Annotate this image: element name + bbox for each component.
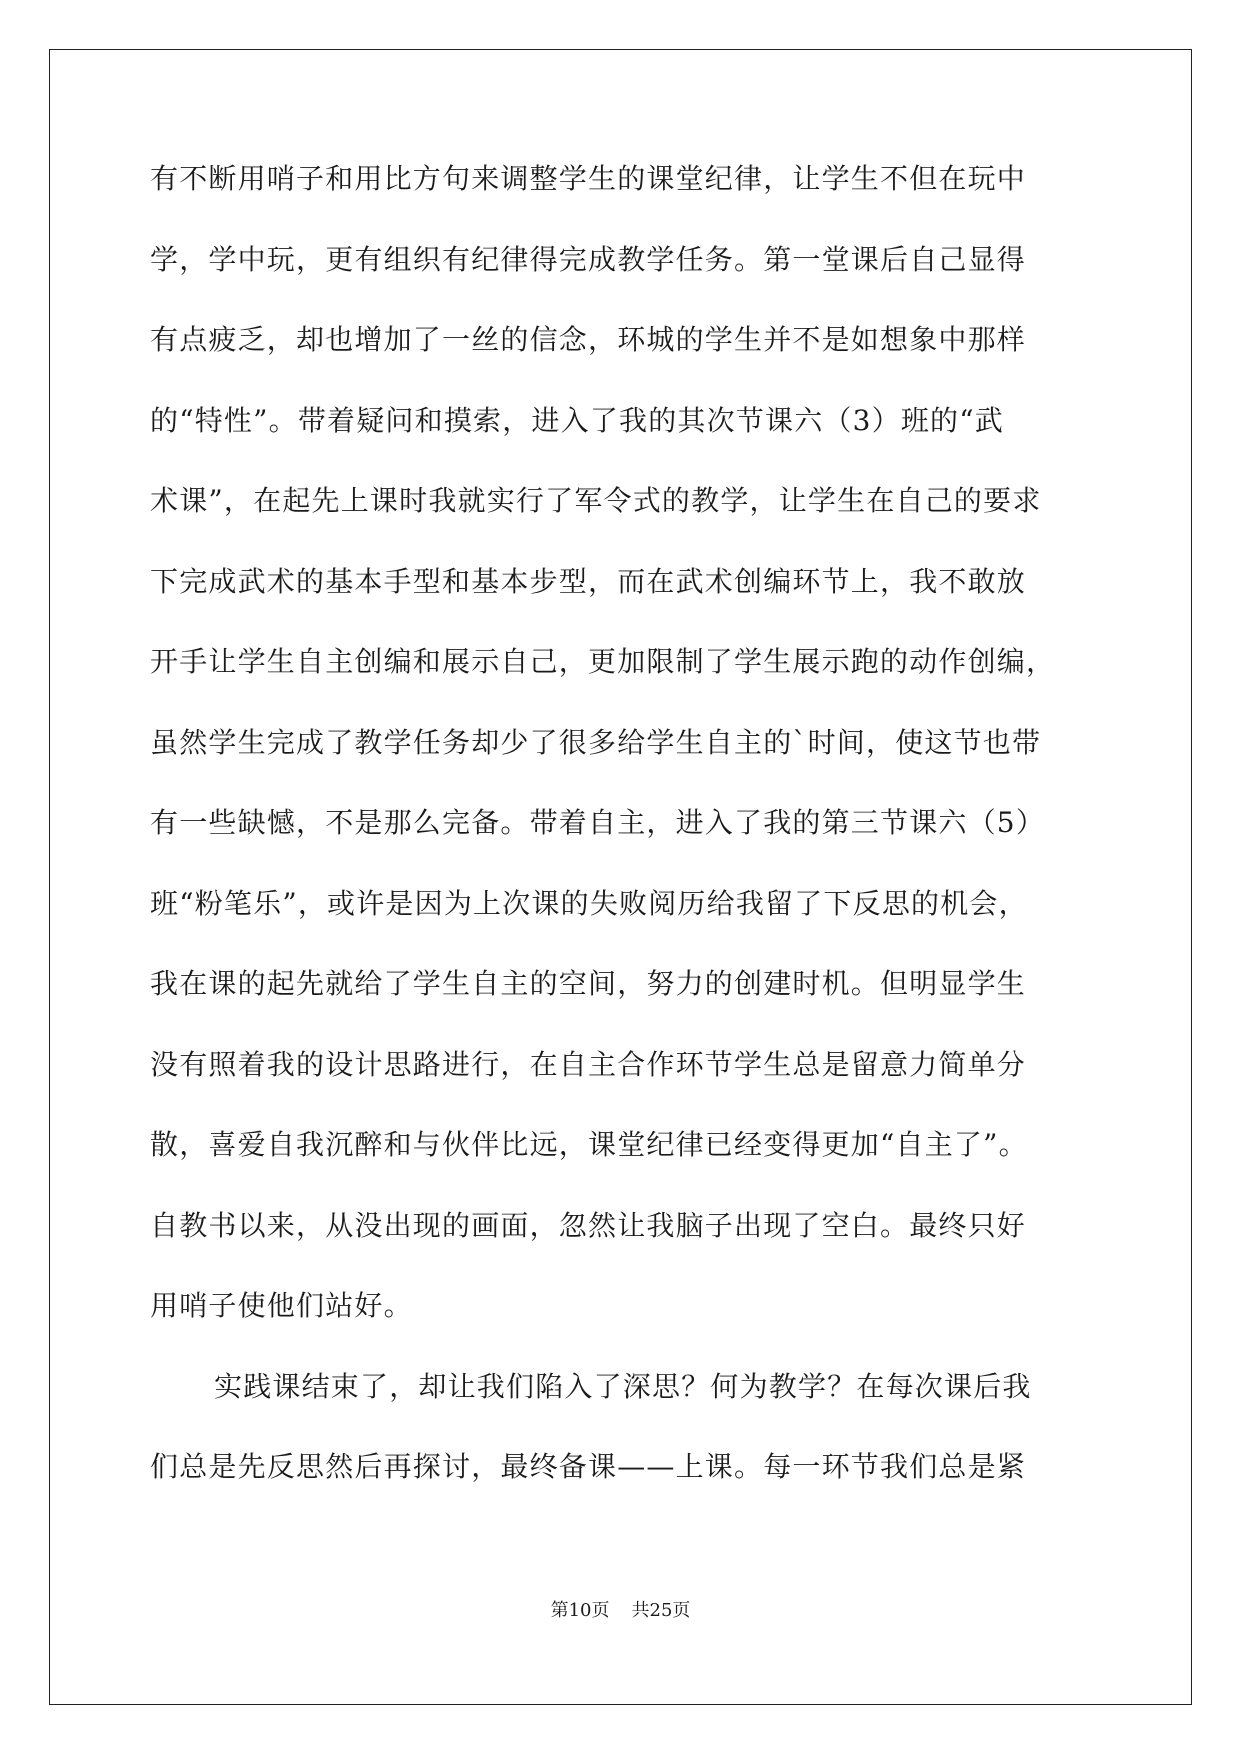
page-total: 共25页	[631, 1600, 691, 1621]
text-line: 开手让学生自主创编和展示自己，更加限制了学生展示跑的动作创编，	[150, 645, 1056, 678]
text-line: 没有照着我的设计思路进行，在自主合作环节学生总是留意力简单分	[150, 1047, 1027, 1081]
page-number: 第10页	[550, 1600, 610, 1621]
text-line: 下完成武术的基本手型和基本步型，而在武术创编环节上，我不敢放	[150, 564, 1027, 598]
text-line: 学，学中玩，更有组织有纪律得完成教学任务。第一堂课后自己显得	[150, 242, 1027, 276]
text-line: 虽然学生完成了教学任务却少了很多给学生自主的`时间，使这节也带	[150, 725, 1042, 759]
text-line: 术课”，在起先上课时我就实行了军令式的教学，让学生在自己的要求	[150, 484, 1042, 517]
text-line: 班“粉笔乐”，或许是因为上次课的失败阅历给我留了下反思的机会，	[150, 886, 1028, 920]
text-line: 有一些缺憾，不是那么完备。带着自主，进入了我的第三节课六（5）	[150, 806, 1046, 839]
text-line: 用哨子使他们站好。	[150, 1289, 413, 1322]
text-line: 我在课的起先就给了学生自主的空间，努力的创建时机。但明显学生	[150, 967, 1027, 1000]
page-footer	[0, 1596, 1241, 1622]
text-line: 散，喜爱自我沉醉和与伙伴比远，课堂纪律已经变得更加“自主了”。	[150, 1128, 1028, 1161]
text-line: 们总是先反思然后再探讨，最终备课——上课。每一环节我们总是紧	[150, 1450, 1027, 1483]
text-line: 的“特性”。带着疑问和摸索，进入了我的其次节课六（3）班的“武	[150, 403, 1004, 437]
document-body	[150, 154, 1090, 1523]
text-line: 自教书以来，从没出现的画面，忽然让我脑子出现了空白。最终只好	[150, 1208, 1027, 1242]
text-line: 有不断用哨子和用比方句来调整学生的课堂纪律，让学生不但在玩中	[150, 162, 1027, 195]
text-line: 有点疲乏，却也增加了一丝的信念，环城的学生并不是如想象中那样	[150, 323, 1027, 356]
paragraph-start-line: 实践课结束了，却让我们陷入了深思？何为教学？在每次课后我	[214, 1369, 1032, 1403]
